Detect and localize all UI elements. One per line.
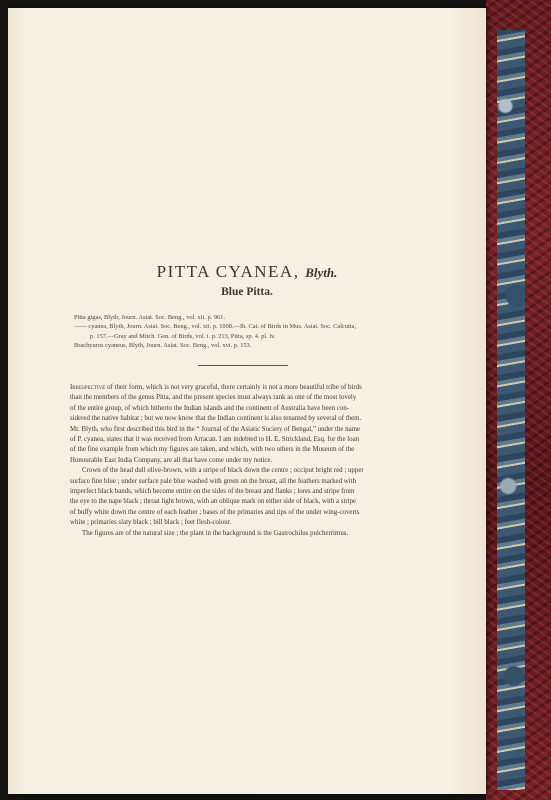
species-name: PITTA CYANEA,	[156, 262, 300, 281]
species-authority: Blyth.	[305, 265, 338, 280]
text-line: of their form, which is not very graceful, there certainly is not a more beautiful tribe of birds	[105, 384, 362, 391]
text-line: of the entire group, of which hitherto the Indian islands and the continent of Australia have been con-	[70, 404, 349, 412]
text-line: The figures are of the natural size ; the plant in the background is the Gastrochilus pulcherrimus.	[82, 529, 349, 537]
species-title	[8, 262, 486, 282]
paragraph-introduction	[70, 383, 448, 466]
text-line: the eye to the nape black ; throat light brown, with an oblique mark on either side of black, with a stripe	[70, 498, 357, 506]
text-line: of buffy white down the centre of each feather ; bases of the primaries and tips of the under wing-coverts	[70, 508, 360, 516]
synonym-line: p. 157.—Gray and Mitch. Gen. of Birds, vol. i. p. 213, Pitta, sp. 4. pl. lv.	[90, 332, 276, 340]
paragraph-figures-note	[70, 529, 448, 539]
text-line: surface fine blue ; under surface pale blue washed with green on the breast, all the feathers marked with	[70, 477, 357, 485]
text-line: Crown of the head dull olive-brown, with a stripe of black down the centre ; occiput bright red ; upper	[82, 467, 364, 475]
text-line: Honourable East India Company, are all that have come under my notice.	[70, 456, 273, 464]
synonym-line: Pitta gigas, Blyth, Journ. Asiat. Soc. Beng., vol. xii. p. 961.	[74, 314, 226, 321]
synonym-line: Brachyurus cyaneus, Blyth, Journ. Asiat. Soc. Beng., vol. xvi. p. 153.	[74, 341, 252, 349]
text-line: than the members of the genus Pitta, and the present species must always rank as one of the most lovely	[70, 394, 357, 402]
text-line: white ; primaries slaty black ; bill black ; feet flesh-colour.	[70, 519, 232, 527]
text-line: of the fine example from which my figures are taken, and which, with two others in the Museum of the	[70, 446, 355, 454]
dropcap-word: Irrespective	[70, 384, 106, 391]
page	[8, 8, 486, 794]
marbled-edge	[497, 30, 525, 790]
text-line: sidered the native habitat ; but we now know that the Indian continent is also tenanted by several of them.	[70, 415, 362, 423]
text-line: imperfect black bands, which become entire on the sides of the breast and flanks ; lores and stripe from	[70, 488, 355, 496]
body-text	[70, 383, 448, 539]
synonym-line: —— cyanea, Blyth, Journ. Asiat. Soc. Beng., vol. xii. p. 1008.—Ib. Cat. of Birds in Mus. Asiat. Soc. Calcutta,	[74, 323, 357, 331]
common-name: Blue Pitta.	[221, 286, 273, 298]
text-line: of P. cyanea, states that it was received from Arracan. I am indebted to H. E. Strickland, Esq. for the loan	[70, 436, 360, 444]
synonymy	[74, 313, 444, 350]
text-line: Mr. Blyth, who first described this bird in the “ Journal of the Asiatic Society of Bengal,” under the name	[70, 425, 361, 433]
divider-rule	[198, 365, 288, 366]
paragraph-description	[70, 466, 448, 528]
